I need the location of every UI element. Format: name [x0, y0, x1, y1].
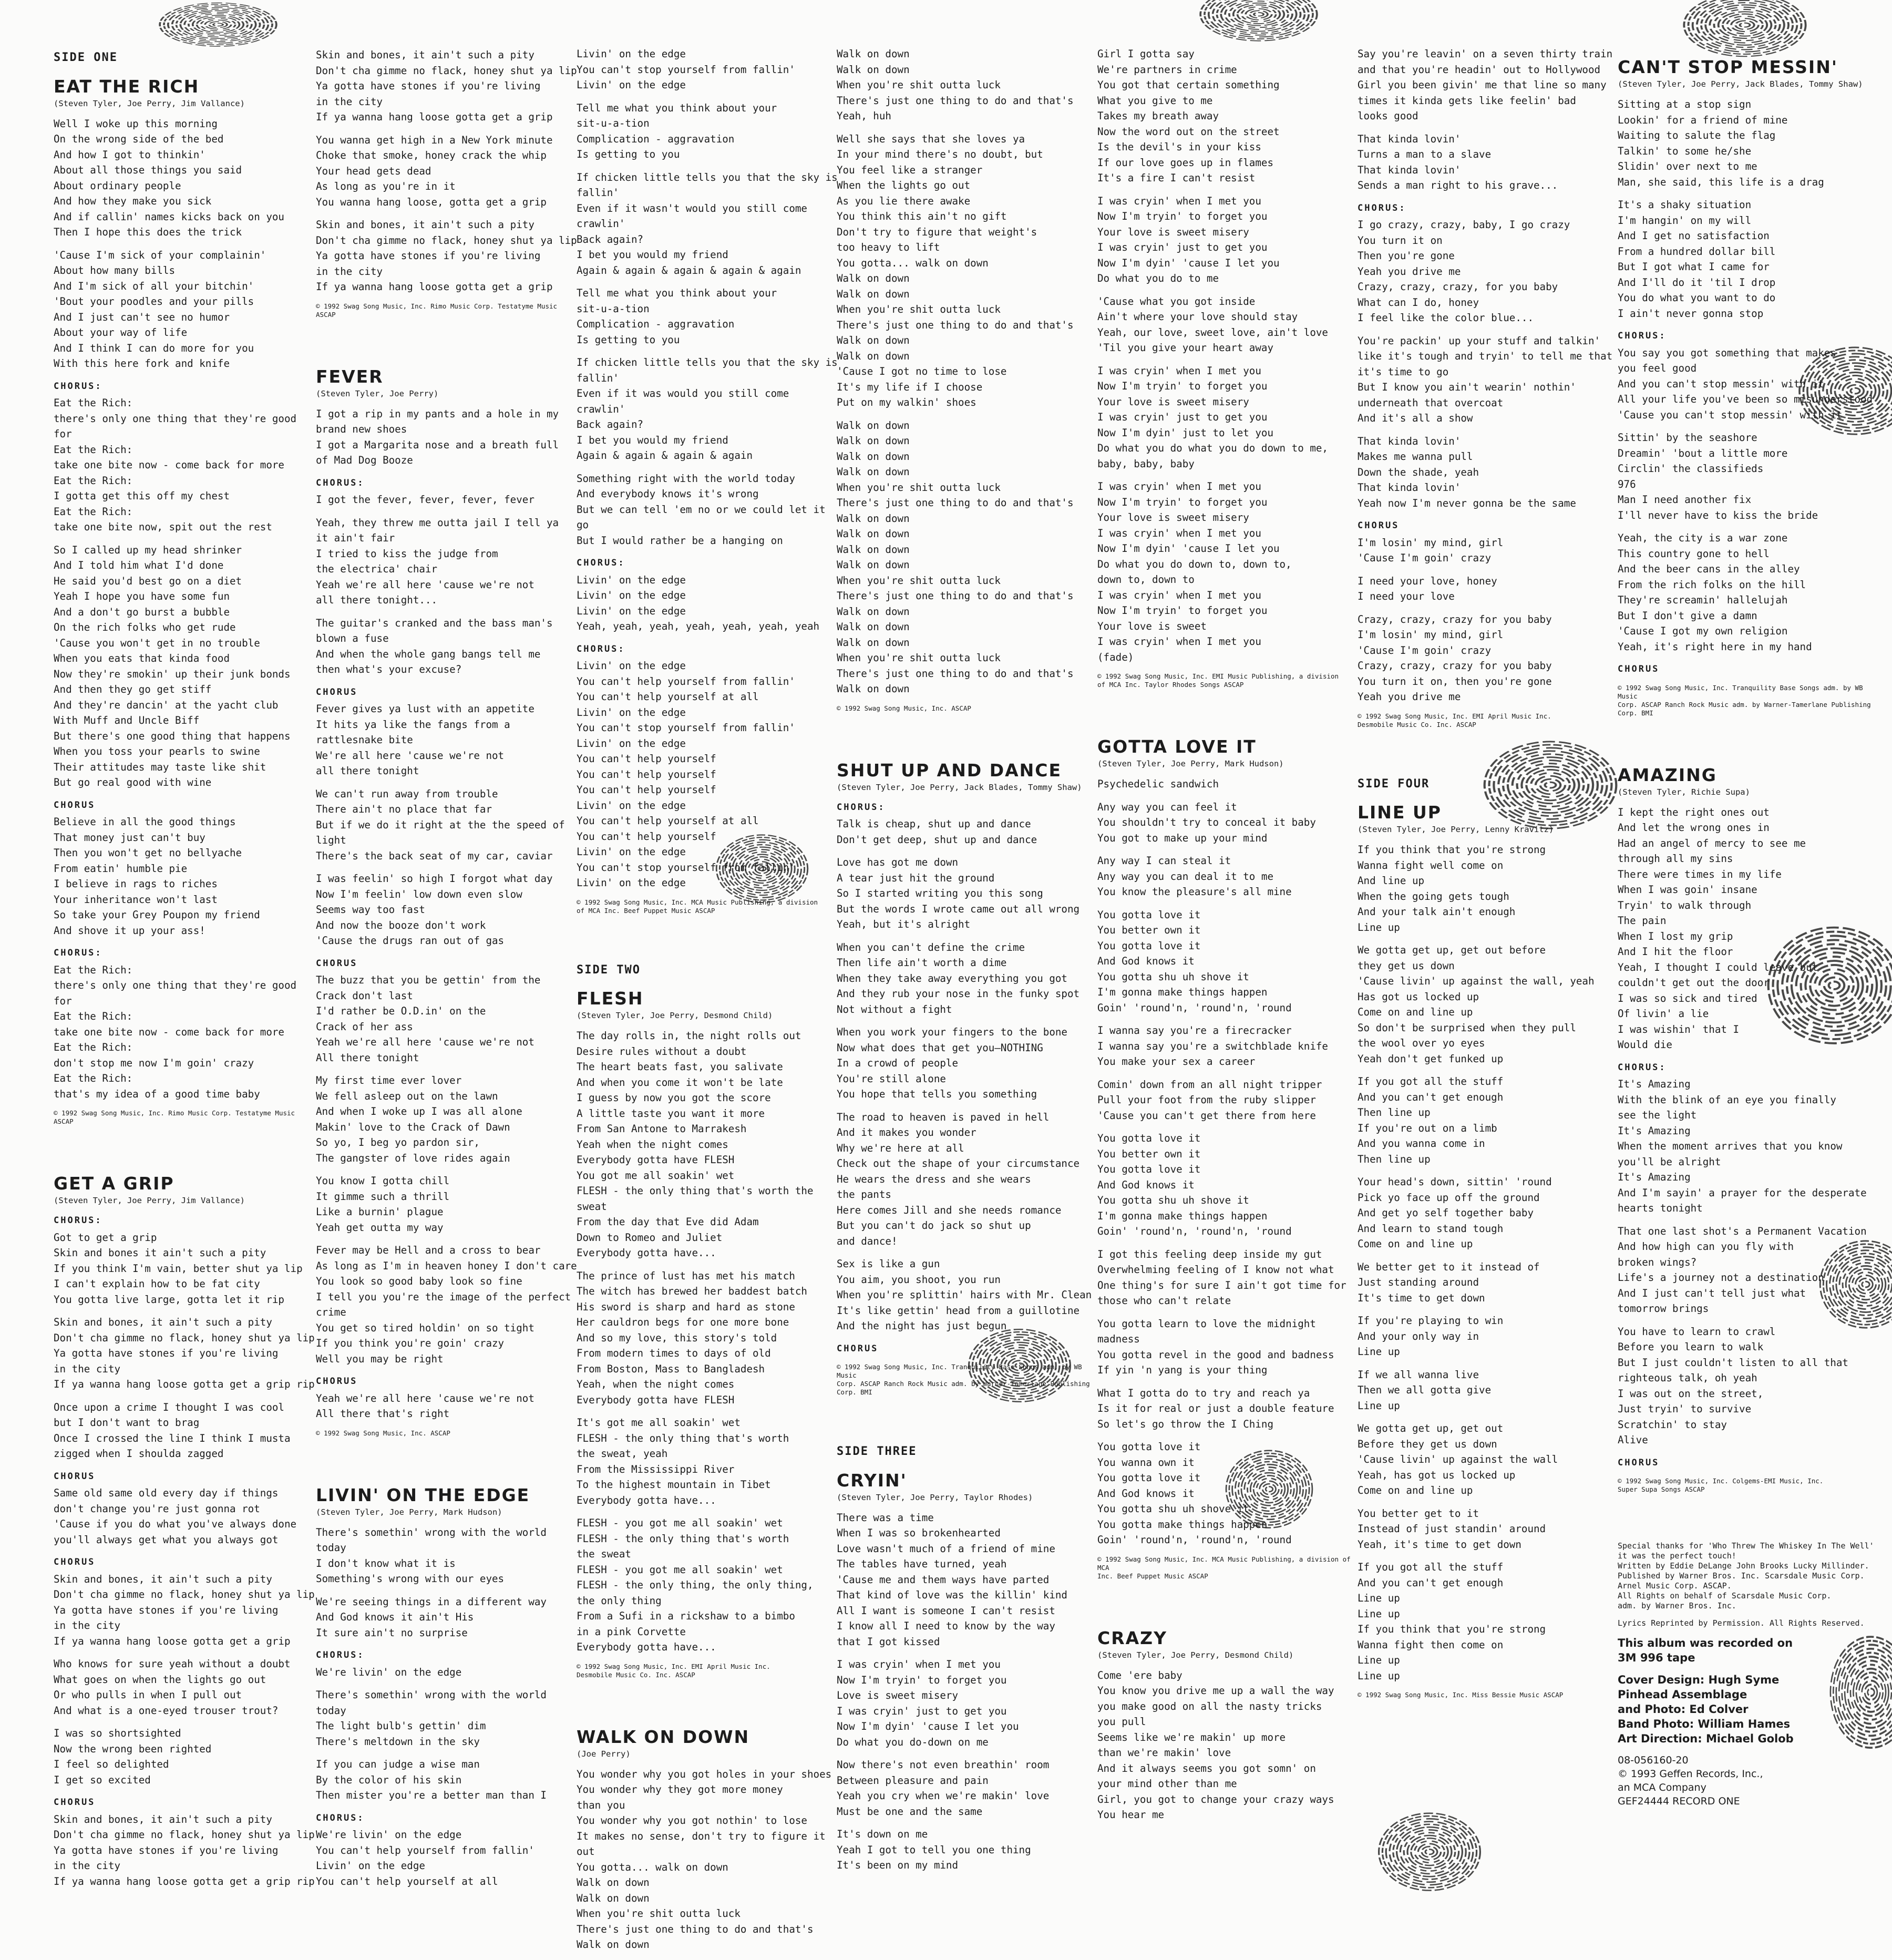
copyright-notice: © 1992 Swag Song Music, Inc. MCA Music Publishing, a division of MCA Inc. Beef Puppet Music ASCAP	[577, 898, 818, 915]
song-title: FEVER	[316, 366, 384, 387]
lyric-stanza: We're seeing things in a different way And God knows it ain't His It sure ain't no surprise	[316, 1595, 547, 1639]
lyric-stanza: If we all wanna live Then we all gotta give Line up	[1358, 1368, 1492, 1412]
lyric-stanza: Eat the Rich: there's only one thing that they're good for Eat the Rich: take one bite now - come back for more Eat the Rich: don't stop me now I'm goin' crazy Eat the Rich: that's my idea of a good time baby	[54, 963, 297, 1100]
lyric-stanza: Crazy, crazy, crazy for you baby I'm losin' my mind, girl 'Cause I'm goin' crazy Crazy, crazy, crazy for you baby You turn it on, then you're gone Yeah you drive me	[1358, 613, 1552, 703]
song-title: CRAZY	[1097, 1627, 1167, 1648]
lyric-stanza: You wanna get high in a New York minute Choke that smoke, honey crack the whip Your head gets dead As long as you're in it You wanna hang loose, gotta get a grip	[316, 134, 553, 208]
lyric-stanza: I'm losin' my mind, girl 'Cause I'm goin' crazy	[1358, 536, 1504, 564]
chorus-label: CHORUS	[54, 799, 96, 810]
lyric-stanza: Who knows for sure yeah without a doubt What goes on when the lights go out Or who pulls in when I pull out And what is a one-eyed trouser trout?	[54, 1658, 291, 1717]
lyric-stanza: We gotta get up, get out Before they get us down 'Cause livin' up against the wall Yeah, has got us locked up Come on and line up	[1358, 1422, 1558, 1496]
copyright-notice: © 1992 Swag Song Music, Inc. Rimo Music Corp. Testatyme Music ASCAP	[54, 1109, 295, 1125]
copyright-notice: © 1992 Swag Song Music, Inc. Miss Bessie Music ASCAP	[1358, 1691, 1564, 1699]
lyric-stanza: There's somethin' wrong with the world today The light bulb's gettin' dim There's meltdown in the sky	[316, 1689, 547, 1748]
song-title: GOTTA LOVE IT	[1097, 736, 1257, 757]
lyric-stanza: Psychedelic sandwich	[1097, 778, 1219, 790]
credits-note: Lyrics Reprinted by Permission. All Rights Reserved.	[1618, 1618, 1865, 1628]
lyric-stanza: You better get to it Instead of just standin' around Yeah, it's time to get down	[1358, 1507, 1546, 1551]
lyric-stanza: If you're playing to win And your only way in Line up	[1358, 1315, 1504, 1358]
lyric-stanza: Talk is cheap, shut up and dance Don't get deep, shut up and dance	[837, 818, 1037, 846]
lyric-stanza: Love has got me down A tear just hit the ground So I started writing you this song But the words I wrote came out all wrong Yeah, but it's alright	[837, 856, 1080, 930]
song-credits: (Steven Tyler, Joe Perry, Jim Vallance)	[54, 98, 245, 108]
chorus-label: CHORUS:	[316, 1812, 365, 1823]
lyric-stanza: Tell me what you think about your sit-u-a-tion Complication - aggravation Is getting to you	[577, 287, 777, 346]
column-1	[54, 50, 316, 1896]
lyric-stanza: What I gotta do to try and reach ya Is it for real or just a double feature So let's go throw the I Ching	[1097, 1387, 1334, 1430]
lyric-stanza: It's Amazing With the blink of an eye you finally see the light It's Amazing When the moment arrives that you know you'll be alright It's Amazing And I'm sayin' a prayer for the desperate hearts tonight	[1618, 1078, 1867, 1214]
lyric-stanza: Skin and bones, it ain't such a pity Don't cha gimme no flack, honey shut ya lip Ya gotta have stones if you're living in the city If ya wanna hang loose gotta get a grip rip	[54, 1813, 315, 1887]
song-credits: (Steven Tyler, Joe Perry, Jack Blades, Tommy Shaw)	[1618, 79, 1863, 89]
column-7	[1618, 46, 1880, 1808]
chorus-label: CHORUS	[54, 1471, 96, 1482]
chorus-label: CHORUS:	[1358, 202, 1406, 213]
chorus-label: CHORUS	[1358, 520, 1400, 531]
chorus-label: CHORUS:	[54, 381, 102, 392]
lyric-stanza: Yeah we're all here 'cause we're not All there that's right	[316, 1392, 534, 1420]
song-credits: (Steven Tyler, Joe Perry, Mark Hudson)	[1097, 759, 1284, 768]
copyright-notice: © 1992 Swag Song Music, Inc. Rimo Music Corp. Testatyme Music ASCAP	[316, 302, 558, 319]
lyric-stanza: Livin' on the edge You can't help yourself from fallin' You can't help yourself at all Livin' on the edge You can't stop yourself from fallin' Livin' on the edge You can't help yourself You can't help yourself You can't help yourself Livin' on the edge You can't help yourself at all You can't help yourself Livin' on the edge You can't stop yourself from fallin' Livin' on the edge	[577, 660, 795, 889]
chorus-label: CHORUS:	[54, 1215, 102, 1226]
lyric-stanza: If you think that you're strong Wanna fight well come on And line up When the going gets tough And your talk ain't enough Line up	[1358, 844, 1546, 933]
lyric-stanza: There was a time When I was so brokenhearted Love wasn't much of a friend of mine The tables have turned, yeah 'Cause me and them ways have parted That kind of love was the killin' kind All I want is someone I can't resist I know all I need to know by the way that I got kissed	[837, 1511, 1067, 1648]
copyright-notice: © 1992 Swag Song Music, Inc. Tranquility Base Songs adm. by WB Music Corp. ASCAP Ranch Rock Music adm. by Warner-Tamerlane Publishing Corp. BMI	[1618, 683, 1871, 717]
song-title: LIVIN' ON THE EDGE	[316, 1484, 530, 1505]
song-credits: (Steven Tyler, Joe Perry, Jack Blades, Tommy Shaw)	[837, 782, 1082, 792]
lyric-stanza: There's somethin' wrong with the world today I don't know what it is Something's wrong with our eyes	[316, 1526, 547, 1585]
lyric-stanza: We gotta get up, get out before they get us down 'Cause livin' up against the wall, yeah Has got us locked up Come on and line up So don't be surprised when they pull the wool over yo eyes Yeah don't get funked up	[1358, 944, 1595, 1065]
side-label: SIDE FOUR	[1358, 777, 1430, 791]
lyric-stanza: If you can judge a wise man By the color of his skin Then mister you're a better man than I	[316, 1758, 547, 1801]
catalog-info: 08-056160-20 © 1993 Geffen Records, Inc., an MCA Company GEF24444 RECORD ONE	[1618, 1754, 1763, 1807]
fingerprint-top-left-icon	[158, 0, 279, 47]
lyric-stanza: Same old same old every day if things don't change you're just gonna rot 'Cause if you do what you've always done you'll always get what you always got	[54, 1487, 297, 1546]
lyric-stanza: It's down on me Yeah I got to tell you one thing It's been on my mind	[837, 1828, 1031, 1871]
side-label: SIDE ONE	[54, 51, 118, 64]
lyric-stanza: Skin and bones, it ain't such a pity Don't cha gimme no flack, honey shut ya lip Ya gotta have stones if you're living in the city If ya wanna hang loose gotta get a grip rip	[54, 1316, 315, 1390]
lyric-stanza: The road to heaven is paved in hell And it makes you wonder Why we're here at all Check out the shape of your circumstance He wears the dress and she wears the pants Here comes Jill and she needs romance But you can't do jack so shut up and dance!	[837, 1111, 1080, 1247]
album-credits: This album was recorded on 3M 996 tape	[1618, 1637, 1793, 1664]
song-credits: (Steven Tyler, Joe Perry, Mark Hudson)	[316, 1507, 502, 1517]
lyric-stanza: Skin and bones, it ain't such a pity Don't cha gimme no flack, honey shut ya lip Ya gotta have stones if you're living in the city If ya wanna hang loose gotta get a grip	[316, 219, 577, 293]
side-label: SIDE TWO	[577, 963, 641, 977]
song-credits: (Steven Tyler, Richie Supa)	[1618, 787, 1750, 797]
credits-note: Special thanks for 'Who Threw The Whiskey In The Well' it was the perfect touch! Written by Eddie DeLange John Brooks Lucky Millinder. Published by Warner Bros. Inc. Scarsdale Music Corp. Arnel Music Corp. ASCAP. All Rights on behalf of Scarsdale Music Corp. adm. by Warner Bros. Inc.	[1618, 1541, 1874, 1610]
lyric-stanza: The guitar's cranked and the bass man's blown a fuse And when the whole gang bangs tell me then what's your excuse?	[316, 617, 553, 675]
song-title: GET A GRIP	[54, 1173, 174, 1194]
lyric-stanza: Come 'ere baby You know you drive me up a wall the way you make good on all the nasty tricks you pull Seems like we're makin' up more than we're makin' love And it always seems you got somn' on your mind other than me Girl, you got to change your crazy ways You hear me	[1097, 1669, 1334, 1821]
song-title: EAT THE RICH	[54, 76, 200, 97]
lyric-stanza: 'Cause what you got inside Ain't where your love should stay Yeah, our love, sweet love, ain't love 'Til you give your heart away	[1097, 295, 1328, 354]
lyric-stanza: Comin' down from an all night tripper Pull your foot from the ruby slipper 'Cause you can't get there from here	[1097, 1078, 1322, 1122]
song-credits: (Steven Tyler, Joe Perry, Jim Vallance)	[54, 1196, 245, 1205]
lyric-stanza: Sittin' by the seashore Dreamin' 'bout a little more Circlin' the classifieds 976 Man I need another fix I'll never have to kiss the bride	[1618, 432, 1818, 521]
chorus-label: CHORUS	[1618, 664, 1660, 674]
chorus-label: CHORUS	[1618, 1457, 1660, 1468]
song-credits: (Steven Tyler, Joe Perry, Lenny Kravitz)	[1358, 825, 1554, 834]
lyric-stanza: Eat the Rich: there's only one thing that they're good for Eat the Rich: take one bite now - come back for more Eat the Rich: I gotta get this off my chest Eat the Rich: take one bite now, spit out the rest	[54, 397, 297, 533]
copyright-notice: © 1992 Swag Song Music, Inc. MCA Music Publishing, a division of MCA Inc. Beef Puppet Music ASCAP	[1097, 1555, 1351, 1580]
lyric-stanza: Skin and bones, it ain't such a pity Don't cha gimme no flack, honey shut ya lip Ya gotta have stones if you're living in the city If ya wanna hang loose gotta get a grip	[54, 1573, 315, 1647]
lyric-stanza: Sitting at a stop sign Lookin' for a friend of mine Waiting to salute the flag Talkin' to some he/she Slidin' over next to me Man, she said, this life is a drag	[1618, 98, 1824, 188]
lyric-stanza: Fever gives ya lust with an appetite It hits ya like the fangs from a rattlesnake bite We're all here 'cause we're not all there tonight	[316, 703, 534, 777]
column-6	[1358, 46, 1620, 1747]
lyric-stanza: I got the fever, fever, fever, fever	[316, 494, 534, 506]
lyric-stanza: Got to get a grip Skin and bones it ain't such a pity If you think I'm vain, better shut ya lip I can't explain how to be fat city You gotta live large, gotta let it rip	[54, 1231, 303, 1306]
lyric-stanza: You gotta love it You wanna own it You gotta love it And God knows it You gotta shu uh shove it You gotta make things happen Goin' 'round'n, 'round'n, 'round	[1097, 1441, 1292, 1546]
chorus-label: CHORUS:	[837, 802, 886, 813]
lyric-stanza: We're livin' on the edge You can't help yourself from fallin' Livin' on the edge You can't help yourself at all	[316, 1829, 534, 1887]
lyric-stanza: Yeah, the city is a war zone This country gone to hell And the beer cans in the alley From the rich folks on the hill They're screamin' hallelujah But I don't give a damn 'Cause I got my own religion Yeah, it's right here in my hand	[1618, 532, 1812, 653]
lyric-stanza: I was feelin' so high I forgot what day Now I'm feelin' low down even slow Seems way too fast And now the booze don't work 'Cause the drugs ran out of gas	[316, 873, 553, 947]
lyric-stanza: Girl I gotta say We're partners in crime You got that certain something What you give to me Takes my breath away Now the word out on the street Is the devil's in your kiss If our love goes up in flames It's a fire I can't resist	[1097, 48, 1280, 184]
fingerprint-top-center-icon	[1198, 0, 1319, 42]
lyric-stanza: You're packin' up your stuff and talkin' like it's tough and tryin' to tell me that it's time to go But I know you ain't wearin' nothin' underneath that overcoat And it's all a show	[1358, 334, 1613, 424]
lyric-stanza: We can't run away from trouble There ain't no place that far But if we do it right at the the speed of light There's the back seat of my car, caviar	[316, 787, 565, 862]
lyric-stanza: Walk on down Walk on down When you're shit outta luck There's just one thing to do and that's Yeah, huh	[837, 48, 1074, 122]
lyric-stanza: Your head's down, sittin' 'round Pick yo face up off the ground And get yo self together baby And learn to stand tough Come on and line up	[1358, 1176, 1552, 1250]
column-2	[316, 47, 579, 1896]
lyric-stanza: You have to learn to crawl Before you learn to walk But I just couldn't listen to all that righteous talk, oh yeah I was out on the street, Just tryin' to survive Scratchin' to stay Alive	[1618, 1325, 1848, 1446]
lyric-stanza: If chicken little tells you that the sky is fallin' Even if it wasn't would you still come crawlin' Back again? I bet you would my friend Again & again & again & again & again	[577, 171, 838, 276]
lyric-stanza: We better get to it instead of Just standing around It's time to get down	[1358, 1260, 1540, 1304]
chorus-label: CHORUS:	[316, 1650, 365, 1660]
chorus-label: CHORUS:	[54, 948, 102, 958]
copyright-notice: © 1992 Swag Song Music, Inc. EMI April Music Inc. Desmobile Music Co. Inc. ASCAP	[1358, 712, 1551, 728]
lyric-stanza: Tell me what you think about your sit-u-a-tion Complication - aggravation Is getting to you	[577, 101, 777, 160]
lyric-stanza: Something right with the world today And everybody knows it's wrong But we can tell 'em no or we could let it go But I would rather be a hanging on	[577, 472, 826, 547]
fingerprint-bottom-center-icon	[1377, 1808, 1482, 1892]
song-title: CRYIN'	[837, 1470, 907, 1491]
column-3	[577, 46, 839, 1960]
lyric-stanza: I was cryin' when I met you Now I'm tryin' to forget you Your love is sweet misery I was cryin' just to get you Now I'm dyin' just to let you Do what you do what you do down to me, baby, baby, baby	[1097, 364, 1328, 470]
chorus-label: CHORUS:	[577, 643, 625, 654]
song-title: SHUT UP AND DANCE	[837, 760, 1062, 781]
lyric-stanza: You wonder why you got holes in your shoes You wonder why they got more money than you You wonder why you got nothin' to lose It makes no sense, don't try to figure it out You gotta... walk on down Walk on down Walk on down When you're shit outta luck There's just one thing to do and that's Walk on down	[577, 1768, 832, 1951]
lyric-stanza: If you got all the stuff And you can't get enough Then line up If you're out on a limb And you wanna come in Then line up	[1358, 1075, 1504, 1165]
lyric-stanza: Walk on down Walk on down Walk on down Walk on down When you're shit outta luck There's just one thing to do and that's Walk on down Walk on down Walk on down Walk on down When you're shit outta luck There's just one thing to do and that's Walk on down Walk on down Walk on down When you're shit outta luck There's just one thing to do and that's Walk on down	[837, 419, 1074, 695]
lyric-stanza: I was cryin' when I met you Now I'm tryin' to forget you Love is sweet misery I was cryin' just to get you Now I'm dyin' 'cause I let you Do what you do-down on me	[837, 1658, 1019, 1748]
lyric-stanza: FLESH - you got me all soakin' wet FLESH - the only thing that's worth the sweat FLESH - you got me all soakin' wet FLESH - the only thing, the only thing, the only thing From a Sufi in a rickshaw to a bimbo in a pink Corvette Everybody gotta have...	[577, 1517, 814, 1653]
lyric-stanza: When you work your fingers to the bone Now what does that get you—NOTHING In a crowd of people You're still alone You hope that tells you something	[837, 1026, 1067, 1100]
song-credits: (Steven Tyler, Joe Perry, Desmond Child)	[1097, 1650, 1294, 1660]
song-title: CAN'T STOP MESSIN'	[1618, 57, 1838, 77]
lyric-stanza: That kinda lovin' Turns a man to a slave That kinda lovin' Sends a man right to his grave...	[1358, 132, 1558, 191]
chorus-label: CHORUS	[54, 1797, 96, 1808]
lyric-stanza: That one last shot's a Permanent Vacation And how high can you fly with broken wings? Life's a journey not a destination And I just can't tell just what tomorrow brings	[1618, 1225, 1867, 1315]
chorus-label: CHORUS:	[1618, 1062, 1667, 1073]
lyric-stanza: I got this feeling deep inside my gut Overwhelming feeling of I know not what One thing's for sure I ain't got time for those who can't relate	[1097, 1248, 1346, 1307]
chorus-label: CHORUS:	[1618, 331, 1667, 341]
chorus-label: CHORUS:	[577, 558, 625, 568]
lyric-stanza: You say you got something that makes you feel good And you can't stop messin' with it All your life you've been so misunderstood 'Cause you can't stop messin' with it	[1618, 346, 1873, 421]
lyric-stanza: Livin' on the edge You can't stop yourself from fallin' Livin' on the edge	[577, 48, 795, 91]
copyright-notice: © 1992 Swag Song Music, Inc. Tranquility Base Songs adm. by WB Music Corp. ASCAP Ranch Rock Music adm. by Warner-Tamerlane Publishing Corp. BMI	[837, 1363, 1090, 1396]
lyric-stanza: When you can't define the crime Then life ain't worth a dime When they take away everything you got And they rub your nose in the funky spot Not without a fight	[837, 941, 1080, 1015]
lyric-stanza: You gotta love it You better own it You gotta love it And God knows it You gotta shu uh shove it I'm gonna make things happen Goin' 'round'n, 'round'n, 'round	[1097, 908, 1292, 1014]
chorus-label: CHORUS	[837, 1343, 879, 1354]
lyric-stanza: Believe in all the good things That money just can't buy Then you won't get no bellyache From eatin' humble pie I believe in rags to riches Your inheritance won't last So take your Grey Poupon my friend And shove it up your ass!	[54, 816, 260, 937]
lyric-stanza: I need your love, honey I need your love	[1358, 574, 1497, 602]
lyric-stanza: I kept the right ones out And let the wrong ones in Had an angel of mercy to see me through all my sins There were times in my life When I was goin' insane Tryin' to walk through The pain When I lost my grip And I hit the floor Yeah, I thought I could leave but couldn't get out the door I was so sick and tired Of livin' a lie I was wishin' that I Would die	[1618, 806, 1818, 1051]
lyric-stanza: We're livin' on the edge	[316, 1666, 462, 1678]
lyric-stanza: 'Cause I'm sick of your complainin' About how many bills And I'm sick of all your bitchin' 'Bout your poodles and your pills And I just can't see no humor About your way of life And I think I can do more for you With this here fork and knife	[54, 249, 266, 370]
lyric-stanza: It's got me all soakin' wet FLESH - the only thing that's worth the sweat, yeah From the Mississippi River To the highest mountain in Tibet Everybody gotta have...	[577, 1417, 789, 1506]
chorus-label: CHORUS:	[316, 477, 365, 488]
song-credits: (Joe Perry)	[577, 1749, 631, 1759]
copyright-notice: © 1992 Swag Song Music, Inc. EMI Music Publishing, a division of MCA Inc. Taylor Rhodes Songs ASCAP	[1097, 672, 1339, 689]
chorus-label: CHORUS	[316, 958, 358, 969]
lyric-stanza: You gotta love it You better own it You gotta love it And God knows it You gotta shu uh shove it I'm gonna make things happen Goin' 'round'n, 'round'n, 'round	[1097, 1132, 1292, 1237]
lyric-stanza: I wanna say you're a firecracker I wanna say you're a switchblade knife You make your sex a career	[1097, 1024, 1328, 1068]
lyric-stanza: Yeah, they threw me outta jail I tell ya it ain't fair I tried to kiss the judge from the electrica' chair Yeah we're all here 'cause we're not all there tonight...	[316, 516, 559, 606]
copyright-notice: © 1992 Swag Song Music, Inc. Colgems-EMI Music, Inc. Super Supa Songs ASCAP	[1618, 1477, 1824, 1493]
copyright-notice: © 1992 Swag Song Music, Inc. EMI April Music Inc. Desmobile Music Co. Inc. ASCAP	[577, 1662, 770, 1679]
song-title: AMAZING	[1618, 764, 1717, 785]
lyric-stanza: Well she says that she loves ya In your mind there's no doubt, but You feel like a stranger When the lights go out As you lie there awake You think this ain't no gift Don't try to figure that weight's too heavy to lift You gotta... walk on down Walk on down Walk on down When you're shit outta luck There's just one thing to do and that's Walk on down Walk on down 'Cause I got no time to lose It's my life if I choose Put on my walkin' shoes	[837, 132, 1074, 408]
song-credits: (Steven Tyler, Joe Perry)	[316, 388, 439, 398]
lyric-stanza: Any way you can feel it You shouldn't try to conceal it baby You got to make up your mind	[1097, 801, 1316, 844]
side-label: SIDE THREE	[837, 1445, 917, 1458]
lyric-stanza: I got a rip in my pants and a hole in my brand new shoes I got a Margarita nose and a breath full of Mad Dog Booze	[316, 407, 559, 466]
lyric-stanza: Any way I can steal it Any way you can deal it to me You know the pleasure's all mine	[1097, 855, 1292, 898]
album-credits: Cover Design: Hugh Syme Pinhead Assemblage and Photo: Ed Colver Band Photo: William Hames Art Direction: Michael Golob	[1618, 1674, 1794, 1745]
lyric-stanza: If chicken little tells you that the sky is fallin' Even if it was would you still come crawlin' Back again? I bet you would my friend Again & again & again & again	[577, 356, 838, 461]
lyric-stanza: The day rolls in, the night rolls out Desire rules without a doubt The heart beats fast, you salivate And when you come it won't be late I guess by now you got the score A little taste you want it more From San Antone to Marrakesh Yeah when the night comes Everybody gotta have FLESH You got me all soakin' wet FLESH - the only thing that's worth the sweat From the day that Eve did Adam Down to Romeo and Juliet Everybody gotta have...	[577, 1030, 814, 1259]
song-credits: (Steven Tyler, Joe Perry, Desmond Child)	[577, 1011, 773, 1020]
lyric-stanza: The buzz that you be gettin' from the Crack don't last I'd rather be O.D.in' on the Crack of her ass Yeah we're all here 'cause we're not All there tonight	[316, 974, 541, 1064]
lyric-stanza: It's a shaky situation I'm hangin' on my will And I get no satisfaction From a hundred dollar bill But I got what I came for And I'll do it 'til I drop You do what you want to do I ain't never gonna stop	[1618, 199, 1776, 320]
lyric-stanza: So I called up my head shrinker And I told him what I'd done He said you'd best go on a diet Yeah I hope you have some fun And a don't go burst a bubble On the rich folks who get rude 'Cause you won't get in no trouble When you eats that kinda food Now they're smokin' up their junk bonds And then they go get stiff And they're dancin' at the yacht club With Muff and Uncle Biff But there's one good thing that happens When you toss your pearls to swine Their attitudes may taste like shit But go real good with wine	[54, 543, 291, 788]
song-title: WALK ON DOWN	[577, 1726, 750, 1747]
chorus-label: CHORUS	[316, 1376, 358, 1387]
lyric-stanza: You know I gotta chill It gimme such a thrill Like a burnin' plague Yeah get outta my way	[316, 1175, 450, 1234]
lyric-stanza: Well I woke up this morning On the wrong side of the bed And how I got to thinkin' About all those things you said About ordinary people And how they make you sick And if callin' names kicks back on you Then I hope this does the trick	[54, 117, 284, 238]
lyric-stanza: If you got all the stuff And you can't get enough Line up Line up If you think that you're strong Wanna fight then come on Line up Line up	[1358, 1561, 1546, 1682]
lyric-stanza: Fever may be Hell and a cross to bear As long as I'm in heaven honey I don't care You look so good baby look so fine I tell you you're the image of the perfect crime You get so tired holdin' on so tight If you think you're goin' crazy Well you may be right	[316, 1244, 577, 1365]
lyric-stanza: The prince of lust has met his match The witch has brewed her baddest batch His sword is sharp and hard as stone Her cauldron begs for one more bone And so my love, this story's told From modern times to days of old From Boston, Mass to Bangladesh Yeah, when the night comes Everybody gotta have FLESH	[577, 1269, 807, 1406]
lyric-stanza: Sex is like a gun You aim, you shoot, you run When you're splittin' hairs with Mr. Clean It's like gettin' head from a guillotine And the night has just begun	[837, 1258, 1092, 1332]
lyric-stanza: I was cryin' when I met you Now I'm tryin' to forget you Your love is sweet misery I was cryin' when I met you Now I'm dyin' 'cause I let you Do what you do down to, down to, down to, down to I was cryin' when I met you Now I'm tryin' to forget you Your love is sweet I was cryin' when I met you (fade)	[1097, 480, 1292, 663]
column-5	[1097, 46, 1360, 1830]
lyric-stanza: My first time ever lover We fell asleep out on the lawn And when I woke up I was all alone Makin' love to the Crack of Dawn So yo, I beg yo pardon sir, The gangster of love rides again	[316, 1074, 522, 1164]
chorus-label: CHORUS	[316, 686, 358, 697]
copyright-notice: © 1992 Swag Song Music, Inc. ASCAP	[316, 1429, 450, 1437]
lyric-stanza: That kinda lovin' Makes me wanna pull Down the shade, yeah That kinda lovin' Yeah now I'm never gonna be the same	[1358, 435, 1576, 509]
lyric-stanza: I go crazy, crazy, baby, I go crazy You turn it on Then you're gone Yeah you drive me Crazy, crazy, crazy, for you baby What can I do, honey I feel like the color blue...	[1358, 219, 1570, 324]
column-4	[837, 46, 1099, 1881]
lyric-stanza: Say you're leavin' on a seven thirty train and that you're headin' out to Hollywood Girl you been givin' me that line so many times it kinda gets like feelin' bad looks good	[1358, 48, 1613, 122]
lyric-stanza: Livin' on the edge Livin' on the edge Livin' on the edge Yeah, yeah, yeah, yeah, yeah, yeah, yeah	[577, 573, 820, 632]
chorus-label: CHORUS	[54, 1557, 96, 1567]
lyric-stanza: Once upon a crime I thought I was cool but I don't want to brag Once I crossed the line I think I musta zigged when I shoulda zagged	[54, 1401, 291, 1460]
lyric-stanza: Skin and bones, it ain't such a pity Don't cha gimme no flack, honey shut ya lip Ya gotta have stones if you're living in the city If ya wanna hang loose gotta get a grip	[316, 49, 577, 123]
copyright-notice: © 1992 Swag Song Music, Inc. ASCAP	[837, 704, 971, 712]
lyric-stanza: You gotta learn to love the midnight madness You gotta revel in the good and badness If yin 'n yang is your thing	[1097, 1317, 1334, 1376]
lyric-stanza: I was cryin' when I met you Now I'm tryin' to forget you Your love is sweet misery I was cryin' just to get you Now I'm dyin' 'cause I let you Do what you do to me	[1097, 194, 1280, 284]
lyric-stanza: I was so shortsighted Now the wrong been righted I feel so delighted I get so excited	[54, 1727, 212, 1786]
song-title: FLESH	[577, 988, 644, 1009]
song-title: LINE UP	[1358, 802, 1442, 823]
song-credits: (Steven Tyler, Joe Perry, Taylor Rhodes)	[837, 1492, 1033, 1502]
lyric-stanza: Now there's not even breathin' room Between pleasure and pain Yeah you cry when we're makin' love Must be one and the same	[837, 1759, 1050, 1818]
